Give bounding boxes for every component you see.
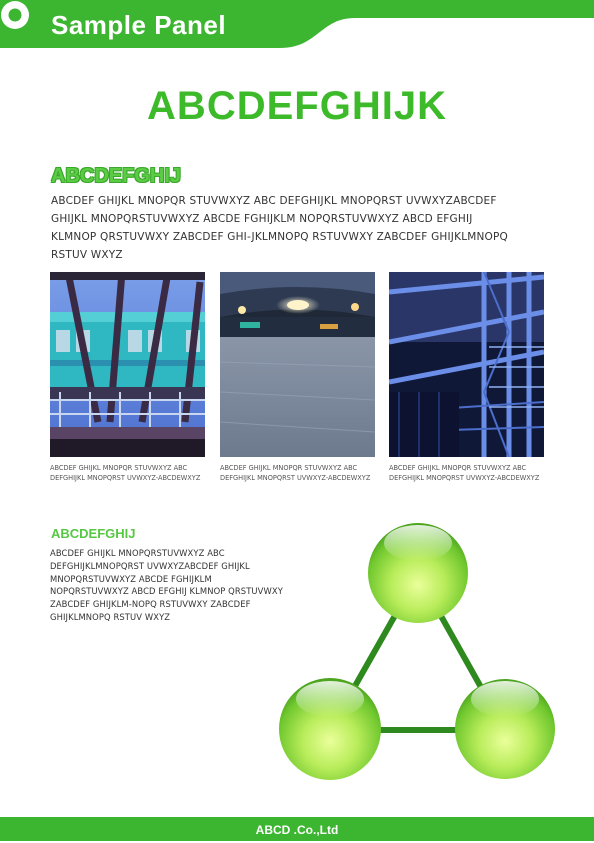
section-paragraph: ABCDEF GHIJKL MNOPQR STUVWXYZ ABC DEFGHIJKL MNOPQRST UVWXYZABCDEF GHIJKL MNOPQRSTUVWXYZ ABCDE FGHIJKLM NOPQRSTUVWXYZ ABCD EFGHIJ KLMNOP QRSTUVWXY ZABCDEF GHI-JKLMNOPQ RSTUVWXY ZABCDEF GHIJKLMNOPQ RSTUV WXYZ (51, 195, 509, 261)
photo-caption: ABCDEF GHIJKL MNOPQR STUVWXYZ ABC DEFGHIJKL MNOPQRST UVWXYZ-ABCDEWXYZ (389, 464, 540, 482)
three-sphere-triangle-diagram (270, 515, 570, 790)
sphere-node-top (368, 523, 468, 623)
photo-caption: ABCDEF GHIJKL MNOPQR STUVWXYZ ABC DEFGHIJKL MNOPQRST UVWXYZ-ABCDEWXYZ (50, 464, 201, 482)
tunnel-corridor-photo (220, 272, 375, 457)
section-heading: ABCDEFGHIJ (51, 526, 136, 541)
bridge-train-photo (50, 272, 205, 457)
sphere-node-left (279, 678, 381, 780)
photo-caption: ABCDEF GHIJKL MNOPQR STUVWXYZ ABC DEFGHIJKL MNOPQRST UVWXYZ-ABCDEWXYZ (220, 464, 371, 482)
main-heading: ABCDEFGHIJK (147, 84, 447, 128)
ring-logo-icon (0, 0, 30, 30)
section-heading-text: ABCDEFGHIJ (51, 165, 182, 187)
sphere-node-right (455, 679, 555, 779)
panel-title: Sample Panel (51, 10, 227, 40)
section-heading (51, 164, 181, 188)
header-bar (0, 0, 594, 48)
steel-frame-photo (389, 272, 544, 457)
section-paragraph: ABCDEF GHIJKL MNOPQRSTUVWXYZ ABC DEFGHIJKLMNOPQRST UVWXYZABCDEF GHIJKL MNOPQRSTUVWXYZ ABCDE FGHIJKLM NOPQRSTUVWXYZ ABCD EFGHIJ KLMNOP QRSTUVWXY ZABCDEF GHIJKLM-NOPQ RSTUVWXY ZABCDEF GHIJKLMNOPQ RSTUV WXYZ (50, 548, 283, 622)
footer-bar (0, 817, 594, 841)
company-name: ABCD .Co.,Ltd (255, 823, 339, 837)
